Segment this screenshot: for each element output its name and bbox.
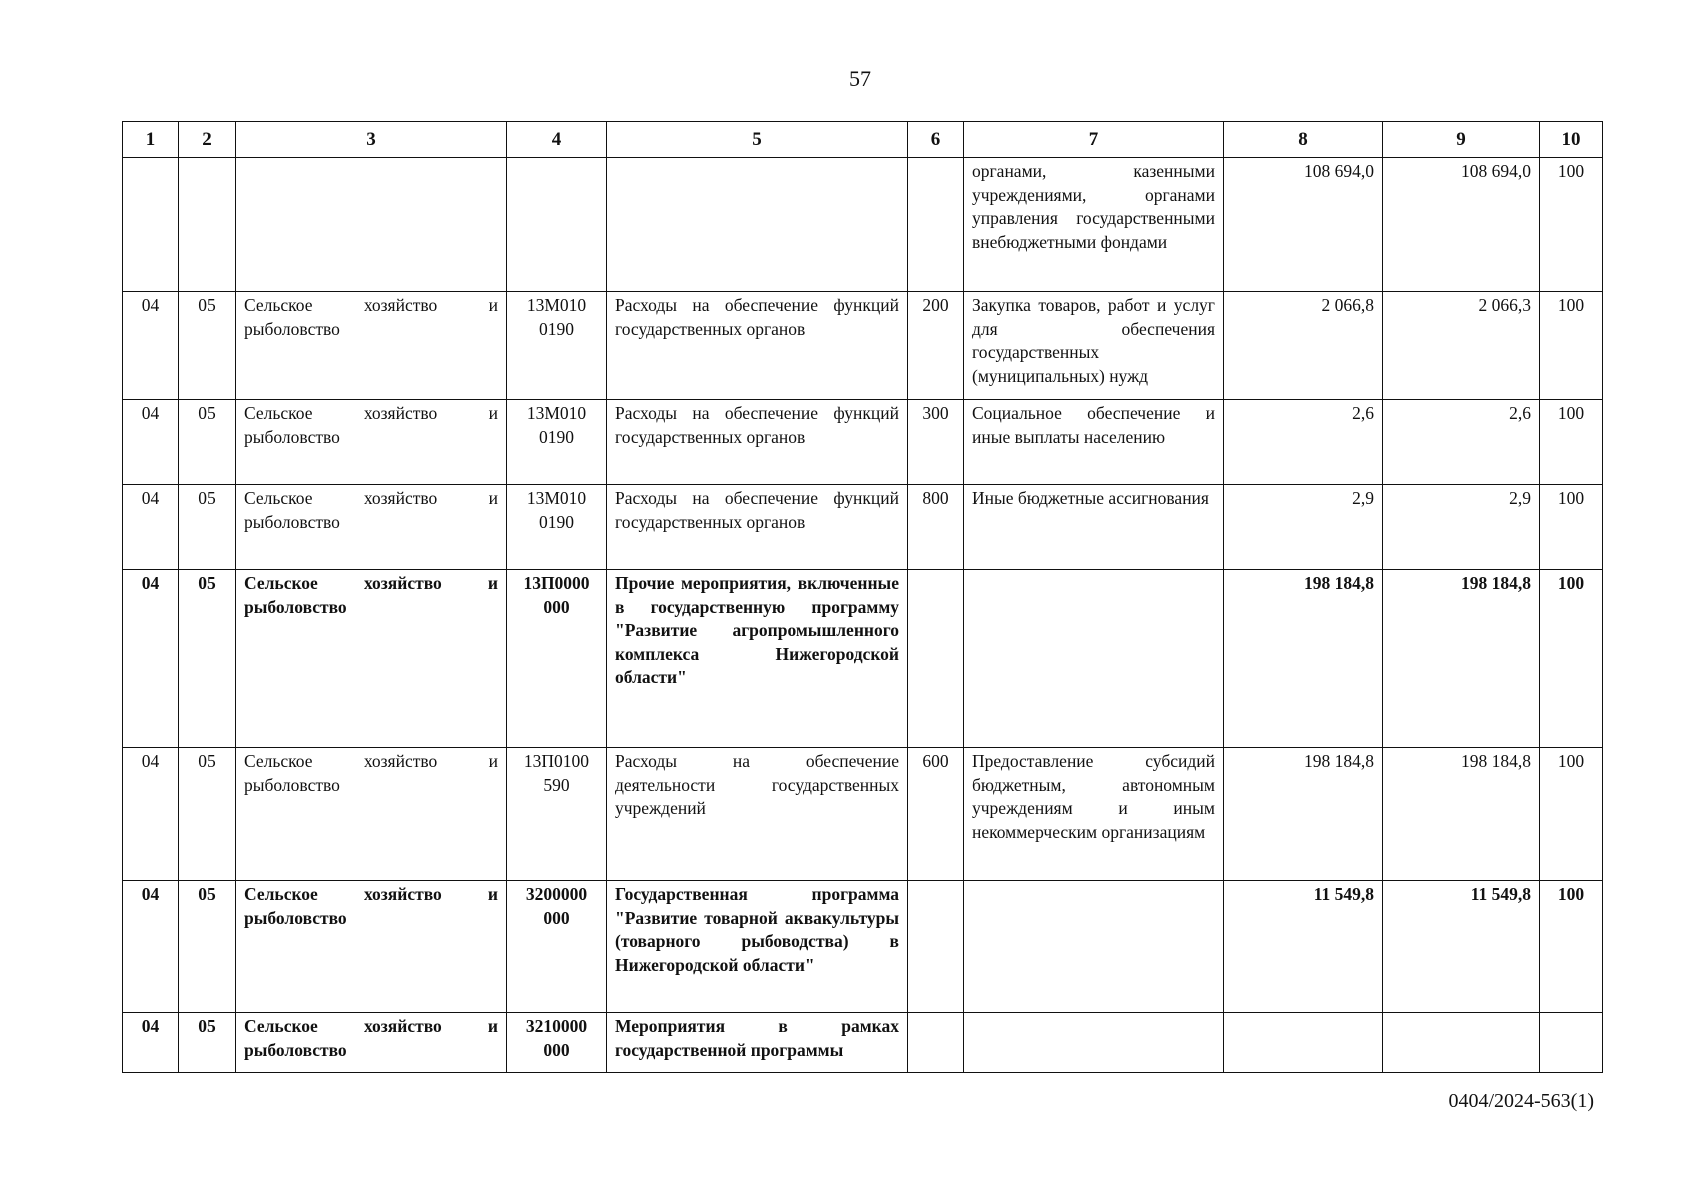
cell-section: 04 xyxy=(123,400,179,485)
cell-section: 04 xyxy=(123,748,179,881)
cell-target-name: Государственная программа "Развитие товарной аквакультуры (товарного рыбоводства) в Нижегородской области" xyxy=(607,881,908,1013)
cell-expense-type: 600 xyxy=(908,748,964,881)
cell-expense-name xyxy=(964,570,1224,748)
document-code: 0404/2024-563(1) xyxy=(1448,1090,1594,1112)
cell-percent: 100 xyxy=(1540,485,1603,570)
cell-subsection xyxy=(179,158,236,292)
cell-name: Сельское хозяйство и рыболовство xyxy=(236,400,507,485)
col-header-1: 1 xyxy=(123,122,179,158)
cell-planned: 2,9 xyxy=(1224,485,1383,570)
cell-subsection: 05 xyxy=(179,881,236,1013)
cell-section: 04 xyxy=(123,1013,179,1073)
cell-expense-type: 800 xyxy=(908,485,964,570)
header-row xyxy=(123,122,1603,158)
col-header-2: 2 xyxy=(179,122,236,158)
cell-target-name: Расходы на обеспечение деятельности государственных учреждений xyxy=(607,748,908,881)
cell-subsection: 05 xyxy=(179,570,236,748)
cell-name: Сельское хозяйство и рыболовство xyxy=(236,881,507,1013)
cell-name xyxy=(236,158,507,292)
table-row xyxy=(123,570,1603,748)
table-row xyxy=(123,292,1603,400)
cell-executed: 2,6 xyxy=(1383,400,1540,485)
cell-name: Сельское хозяйство и рыболовство xyxy=(236,1013,507,1073)
col-header-7: 7 xyxy=(964,122,1224,158)
cell-target-code: 3200000 000 xyxy=(507,881,607,1013)
cell-planned: 2 066,8 xyxy=(1224,292,1383,400)
cell-subsection: 05 xyxy=(179,400,236,485)
cell-subsection: 05 xyxy=(179,485,236,570)
cell-section: 04 xyxy=(123,570,179,748)
cell-target-name: Мероприятия в рамках государственной программы xyxy=(607,1013,908,1073)
cell-percent: 100 xyxy=(1540,881,1603,1013)
cell-target-name: Расходы на обеспечение функций государственных органов xyxy=(607,485,908,570)
cell-expense-type xyxy=(908,158,964,292)
cell-section xyxy=(123,158,179,292)
cell-name: Сельское хозяйство и рыболовство xyxy=(236,292,507,400)
cell-planned: 2,6 xyxy=(1224,400,1383,485)
cell-target-code: 13П0100 590 xyxy=(507,748,607,881)
cell-percent xyxy=(1540,1013,1603,1073)
col-header-3: 3 xyxy=(236,122,507,158)
page-number: 57 xyxy=(849,66,871,91)
cell-planned: 108 694,0 xyxy=(1224,158,1383,292)
cell-expense-type: 300 xyxy=(908,400,964,485)
cell-target-code xyxy=(507,158,607,292)
table-row xyxy=(123,158,1603,292)
table-row xyxy=(123,485,1603,570)
col-header-6: 6 xyxy=(908,122,964,158)
cell-expense-name: Предоставление субсидий бюджетным, автономным учреждениям и иным некоммерческим организациям xyxy=(964,748,1224,881)
cell-subsection: 05 xyxy=(179,292,236,400)
cell-expense-name: Социальное обеспечение и иные выплаты населению xyxy=(964,400,1224,485)
cell-expense-name: Иные бюджетные ассигнования xyxy=(964,485,1224,570)
cell-target-name: Расходы на обеспечение функций государственных органов xyxy=(607,400,908,485)
col-header-10: 10 xyxy=(1540,122,1603,158)
cell-planned xyxy=(1224,1013,1383,1073)
cell-expense-type xyxy=(908,570,964,748)
cell-subsection: 05 xyxy=(179,748,236,881)
table-row xyxy=(123,1013,1603,1073)
cell-target-code: 13М010 0190 xyxy=(507,485,607,570)
budget-table xyxy=(122,121,1603,1073)
col-header-5: 5 xyxy=(607,122,908,158)
col-header-9: 9 xyxy=(1383,122,1540,158)
cell-target-name: Прочие мероприятия, включенные в государственную программу "Развитие агропромышленного комплекса Нижегородской области" xyxy=(607,570,908,748)
cell-target-code: 13М010 0190 xyxy=(507,400,607,485)
cell-target-name: Расходы на обеспечение функций государственных органов xyxy=(607,292,908,400)
cell-expense-name: органами, казенными учреждениями, органами управления государственными внебюджетными фондами xyxy=(964,158,1224,292)
cell-executed: 2,9 xyxy=(1383,485,1540,570)
cell-percent: 100 xyxy=(1540,292,1603,400)
col-header-8: 8 xyxy=(1224,122,1383,158)
cell-executed: 108 694,0 xyxy=(1383,158,1540,292)
table-row xyxy=(123,400,1603,485)
cell-expense-name: Закупка товаров, работ и услуг для обеспечения государственных (муниципальных) нужд xyxy=(964,292,1224,400)
cell-planned: 198 184,8 xyxy=(1224,748,1383,881)
cell-expense-type: 200 xyxy=(908,292,964,400)
cell-target-name xyxy=(607,158,908,292)
cell-executed: 2 066,3 xyxy=(1383,292,1540,400)
cell-name: Сельское хозяйство и рыболовство xyxy=(236,748,507,881)
cell-subsection: 05 xyxy=(179,1013,236,1073)
cell-target-code: 13П0000 000 xyxy=(507,570,607,748)
cell-executed: 198 184,8 xyxy=(1383,570,1540,748)
cell-section: 04 xyxy=(123,485,179,570)
cell-expense-name xyxy=(964,881,1224,1013)
cell-percent: 100 xyxy=(1540,158,1603,292)
cell-expense-type xyxy=(908,1013,964,1073)
cell-executed xyxy=(1383,1013,1540,1073)
cell-planned: 198 184,8 xyxy=(1224,570,1383,748)
cell-section: 04 xyxy=(123,881,179,1013)
table-row xyxy=(123,881,1603,1013)
cell-expense-type xyxy=(908,881,964,1013)
cell-percent: 100 xyxy=(1540,748,1603,881)
cell-planned: 11 549,8 xyxy=(1224,881,1383,1013)
cell-executed: 198 184,8 xyxy=(1383,748,1540,881)
cell-name: Сельское хозяйство и рыболовство xyxy=(236,570,507,748)
table-row xyxy=(123,748,1603,881)
cell-target-code: 3210000 000 xyxy=(507,1013,607,1073)
cell-name: Сельское хозяйство и рыболовство xyxy=(236,485,507,570)
cell-percent: 100 xyxy=(1540,570,1603,748)
cell-target-code: 13М010 0190 xyxy=(507,292,607,400)
col-header-4: 4 xyxy=(507,122,607,158)
cell-expense-name xyxy=(964,1013,1224,1073)
cell-percent: 100 xyxy=(1540,400,1603,485)
cell-executed: 11 549,8 xyxy=(1383,881,1540,1013)
cell-section: 04 xyxy=(123,292,179,400)
